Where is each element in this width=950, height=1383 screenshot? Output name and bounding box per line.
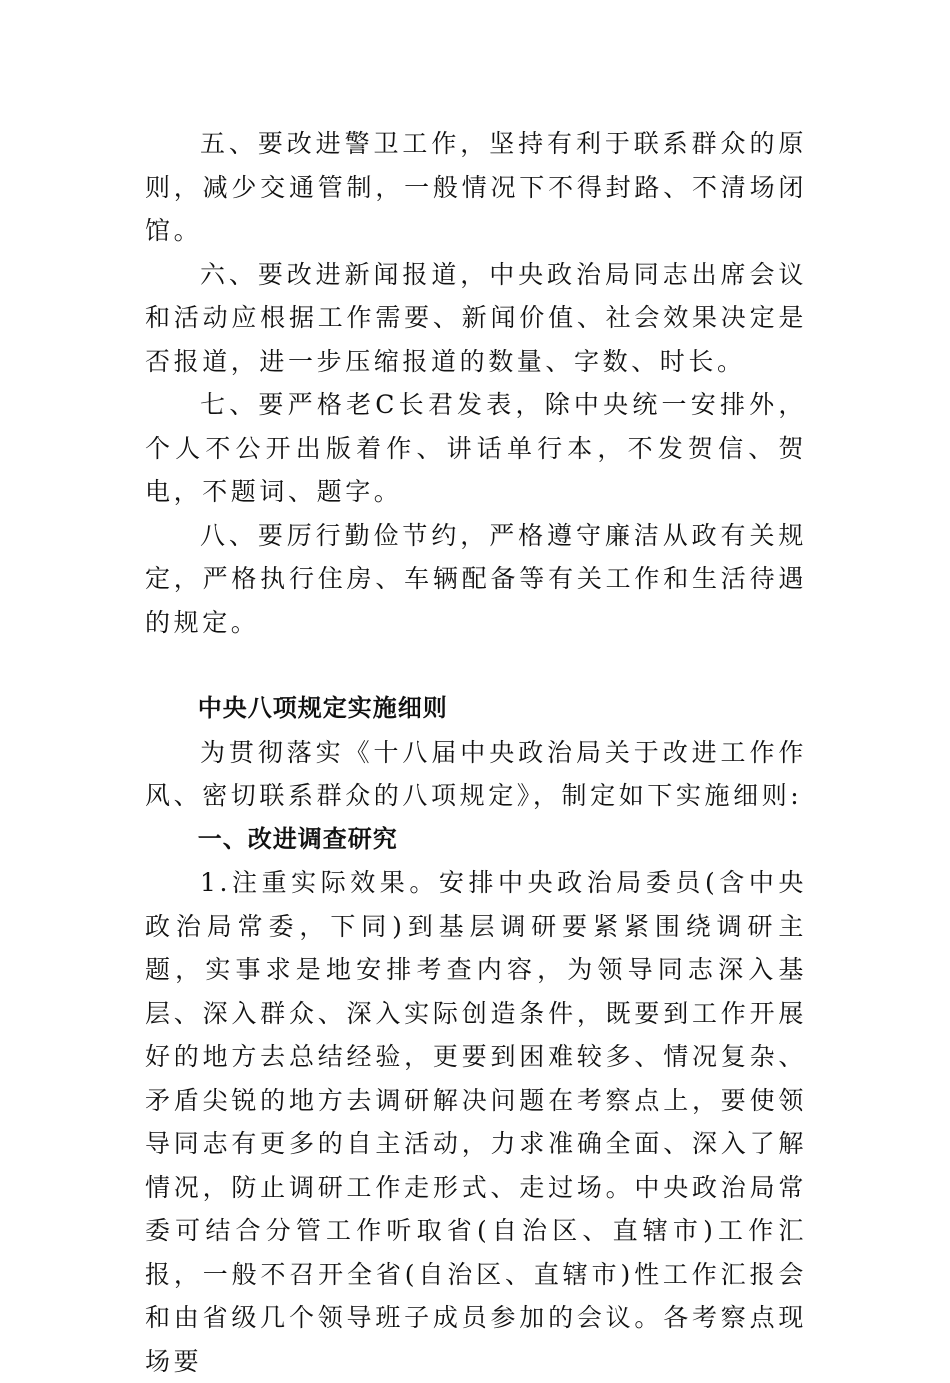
section-spacer	[145, 644, 807, 687]
paragraph-intro: 为贯彻落实《十八届中央政治局关于改进工作作风、密切联系群众的八项规定》，制定如下实施细则:	[145, 737, 807, 810]
paragraph-rule-7: 七、要严格老C长君发表，除中央统一安排外，个人不公开出版着作、讲话单行本，不发贺信、贺电，不题词、题字。	[145, 390, 807, 506]
paragraph-item-1: 1.注重实际效果。安排中央政治局委员(含中央政治局常委，下同)到基层调研要紧紧围绕调研主题，实事求是地安排考查内容，为领导同志深入基层、深入群众、深入实际创造条件，既要到工作开展好的地方去总结经验，更要到困难较多、情况复杂、矛盾尖锐的地方去调研解决问题在考察点上，要使领导同志有更多的自主活动，力求准确全面、深入了解情况，防止调研工作走形式、走过场。中央政治局常委可结合分管工作听取省(自治区、直辖市)工作汇报，一般不召开全省(自治区、直辖市)性工作汇报会和由省级几个领导班子成员参加的会议。各考察点现场要	[145, 868, 807, 1376]
section-title: 中央八项规定实施细则	[197, 694, 448, 722]
document-page	[145, 122, 807, 1383]
paragraph-rule-5: 五、要改进警卫工作，坚持有利于联系群众的原则，减少交通管制，一般情况下不得封路、不清场闭馆。	[145, 129, 807, 245]
paragraph-rule-8: 八、要厉行勤俭节约，严格遵守廉洁从政有关规定，严格执行住房、车辆配备等有关工作和生活待遇的规定。	[145, 520, 807, 637]
paragraph-rule-6: 六、要改进新闻报道，中央政治局同志出席会议和活动应根据工作需要、新闻价值、社会效果决定是否报道，进一步压缩报道的数量、字数、时长。	[145, 259, 807, 376]
subsection-title: 一、改进调查研究	[197, 824, 398, 853]
